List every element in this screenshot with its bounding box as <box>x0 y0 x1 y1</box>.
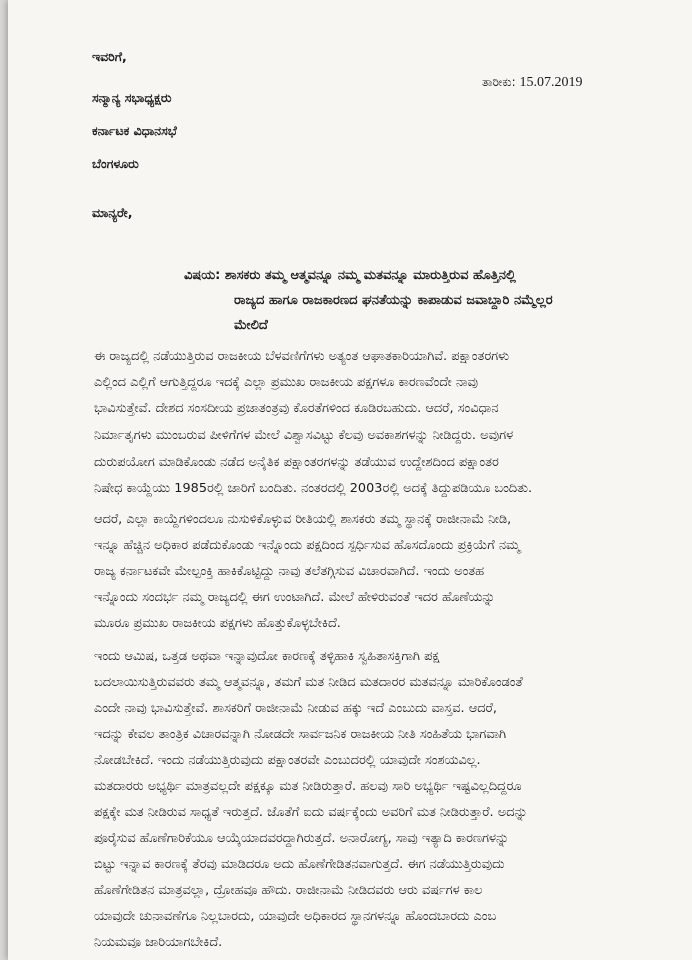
subject-label: ವಿಷಯ: <box>184 268 221 283</box>
salutation: ಮಾನ್ಯರೇ, <box>92 205 133 220</box>
paragraph-3-line: ನಿಯಮವೂ ಜಾರಿಯಾಗಬೇಕಿದೆ. <box>94 935 223 950</box>
paragraph-2-line: ಇನ್ನೊಂದು ಸಂದರ್ಭ ನಮ್ಮ ರಾಜ್ಯದಲ್ಲಿ ಈಗ ಉಂಟಾಗಿದೆ. ಮೇಲೆ ಹೇಳಿರುವಂತೆ ಇದರ ಹೊಣೆಯನ್ನು <box>94 590 496 605</box>
letter-page <box>8 0 692 960</box>
paragraph-3-line: ಇಂದು ಆಮಿಷ, ಒತ್ತಡ ಅಥವಾ ಇನ್ನಾವುದೋ ಕಾರಣಕ್ಕೆ ತಳ್ಳಿಹಾಕಿ ಸ್ವಹಿತಾಸಕ್ತಿಗಾಗಿ ಪಕ್ಷ <box>94 649 440 664</box>
paragraph-1-line: ಈ ರಾಜ್ಯದಲ್ಲಿ ನಡೆಯುತ್ತಿರುವ ರಾಜಕೀಯ ಬೆಳವಣಿಗೆಗಳು ಅತ್ಯಂತ ಆಘಾತಕಾರಿಯಾಗಿವೆ. ಪಕ್ಷಾಂತರಗಳು <box>94 349 510 364</box>
paragraph-2-line: ಇನ್ನೂ ಹೆಚ್ಚಿನ ಅಧಿಕಾರ ಪಡೆದುಕೊಂಡು ಇನ್ನೊಂದು ಪಕ್ಷದಿಂದ ಸ್ಪರ್ಧಿಸುವ ಹೊಸದೊಂದು ಪ್ರಕ್ರಿಯೆಗೆ ನಮ್ಮ <box>94 538 520 553</box>
paragraph-2-line: ಆದರೆ, ಎಲ್ಲಾ ಕಾಯ್ದೆಗಳಿಂದಲೂ ನುಸುಳಿಕೊಳ್ಳುವ ರೀತಿಯಲ್ಲಿ ಶಾಸಕರು ತಮ್ಮ ಸ್ಥಾನಕ್ಕೆ ರಾಜೀನಾಮೆ ನೀಡಿ, <box>94 512 512 527</box>
paragraph-3-line: ಎಂದೇ ನಾವು ಭಾವಿಸುತ್ತೇವೆ. ಶಾಸಕರಿಗೆ ರಾಜೀನಾಮೆ ನೀಡುವ ಹಕ್ಕು ಇದೆ ಎಂಬುದು ವಾಸ್ತವ. ಆದರೆ, <box>94 701 497 716</box>
paragraph-1-line: ದುರುಪಯೋಗ ಮಾಡಿಕೊಂಡು ನಡೆದ ಅನೈತಿಕ ಪಕ್ಷಾಂತರಗಳನ್ನು ತಡೆಯುವ ಉದ್ದೇಶದಿಂದ ಪಕ್ಷಾಂತರ <box>94 455 499 470</box>
paragraph-3-line: ಪಕ್ಷಕ್ಕೇ ಮತ ನೀಡಿರುವ ಸಾಧ್ಯತೆ ಇರುತ್ತದೆ. ಜೊತೆಗೆ ಐದು ವರ್ಷಕ್ಕೆಂದು ಅವರಿಗೆ ಮತ ನೀಡಿರುತ್ತಾರೆ. ಅದನ್ನು <box>94 805 528 820</box>
paragraph-3-line: ಬದಲಾಯಿಸುತ್ತಿರುವವರು ತಮ್ಮ ಆತ್ಮವನ್ನೂ, ತಮಗೆ ಮತ ನೀಡಿದ ಮತದಾರರ ಮತವನ್ನೂ ಮಾರಿಕೊಂಡಂತೆ <box>94 675 523 690</box>
paragraph-3-line: ಬಿಟ್ಟು ಇನ್ನಾವ ಕಾರಣಕ್ಕೆ ತೆರವು ಮಾಡಿದರೂ ಅದು ಹೊಣೆಗೇಡಿತನವಾಗುತ್ತದೆ. ಈಗ ನಡೆಯುತ್ತಿರುವುದು <box>94 857 505 872</box>
subject-text: ಮೇಲಿದೆ <box>234 318 268 333</box>
paragraph-2-line: ಮೂರೂ ಪ್ರಮುಖ ರಾಜಕೀಯ ಪಕ್ಷಗಳು ಹೊತ್ತುಕೊಳ್ಳಬೇಕಿದೆ. <box>94 616 341 631</box>
paragraph-1-line: ಎಲ್ಲಿಂದ ಎಲ್ಲಿಗೆ ಆಗುತ್ತಿದ್ದರೂ ಇದಕ್ಕೆ ಎಲ್ಲಾ ಪ್ರಮುಖ ರಾಜಕೀಯ ಪಕ್ಷಗಳೂ ಕಾರಣವೆಂದೇ ನಾವು <box>94 375 479 390</box>
paragraph-1-line: ನಿರ್ಮಾತೃಗಳು ಮುಂಬರುವ ಪೀಳಿಗೆಗಳ ಮೇಲೆ ವಿಶ್ವಾಸವಿಟ್ಟು ಕೆಲವು ಅವಕಾಶಗಳನ್ನು ನೀಡಿದ್ದರು. ಅವುಗಳ <box>94 428 514 443</box>
paragraph-3-line: ಯಾವುದೇ ಚುನಾವಣೆಗೂ ನಿಲ್ಲಬಾರದು, ಯಾವುದೇ ಅಧಿಕಾರದ ಸ್ಥಾನಗಳನ್ನೂ ಹೊಂದಬಾರದು ಎಂಬ <box>94 909 497 924</box>
recipient-title: ಸನ್ಮಾನ್ಯ ಸಭಾಧ್ಯಕ್ಷರು <box>92 90 172 105</box>
paragraph-1-line: ಭಾವಿಸುತ್ತೇವೆ. ದೇಶದ ಸಂಸದೀಯ ಪ್ರಜಾತಂತ್ರವು ಕೊರತೆಗಳಿಂದ ಕೂಡಿರಬಹುದು. ಆದರೆ, ಸಂವಿಧಾನ <box>94 401 499 416</box>
paragraph-1-line: ನಿಷೇಧ ಕಾಯ್ದೆಯು 1985ರಲ್ಲಿ ಜಾರಿಗೆ ಬಂದಿತು. ನಂತರದಲ್ಲಿ 2003ರಲ್ಲಿ ಅದಕ್ಕೆ ತಿದ್ದುಪಡಿಯೂ ಬಂದಿತು. <box>94 481 533 496</box>
recipient-city: ಬೆಂಗಳೂರು <box>92 156 139 171</box>
recipient-institution: ಕರ್ನಾಟಕ ವಿಧಾನಸಭೆ <box>92 123 177 138</box>
paragraph-3-line: ಇದನ್ನು ಕೇವಲ ತಾಂತ್ರಿಕ ವಿಚಾರವನ್ನಾಗಿ ನೋಡದೇ ಸಾರ್ವಜನಿಕ ರಾಜಕೀಯ ನೀತಿ ಸಂಹಿತೆಯ ಭಾಗವಾಗಿ <box>94 727 507 742</box>
date-value: 15.07.2019 <box>519 75 583 90</box>
date-label: ತಾರೀಕು: <box>482 75 516 89</box>
paragraph-3-line: ಪೂರೈಸುವ ಹೊಣೆಗಾರಿಕೆಯೂ ಆಯ್ಕೆಯಾದವರದ್ದಾಗಿರುತ್ತದೆ. ಅನಾರೋಗ್ಯ, ಸಾವು ಇತ್ಯಾದಿ ಕಾರಣಗಳನ್ನು <box>94 831 509 846</box>
paragraph-3-line: ಹೊಣೆಗೇಡಿತನ ಮಾತ್ರವಲ್ಲಾ, ದ್ರೋಹವೂ ಹೌದು. ರಾಜೀನಾಮೆ ನೀಡಿದವರು ಆರು ವರ್ಷಗಳ ಕಾಲ <box>94 883 483 898</box>
subject-text: ಶಾಸಕರು ತಮ್ಮ ಆತ್ಮವನ್ನೂ ನಮ್ಮ ಮತವನ್ನೂ ಮಾರುತ್ತಿರುವ ಹೊತ್ತಿನಲ್ಲಿ <box>224 268 516 283</box>
paragraph-3-line: ನೋಡಬೇಕಿದೆ. ಇಂದು ನಡೆಯುತ್ತಿರುವುದು ಪಕ್ಷಾಂತರವೇ ಎಂಬುದರಲ್ಲಿ ಯಾವುದೇ ಸಂಶಯವಿಲ್ಲ. <box>94 753 481 768</box>
addressee-label: ಇವರಿಗೆ, <box>92 49 127 64</box>
paragraph-2-line: ರಾಜ್ಯ ಕರ್ನಾಟಕವೇ ಮೇಲ್ಪಂಕ್ತಿ ಹಾಕಿಕೊಟ್ಟಿದ್ದು ನಾವು ತಲೆತಗ್ಗಿಸುವ ವಿಚಾರವಾಗಿದೆ. ಇಂದು ಅಂತಹ <box>94 564 485 579</box>
subject-line <box>184 268 516 284</box>
letter-date <box>482 74 582 91</box>
subject-text: ರಾಜ್ಯದ ಹಾಗೂ ರಾಜಕಾರಣದ ಘನತೆಯನ್ನು ಕಾಪಾಡುವ ಜವಾಬ್ದಾರಿ ನಮ್ಮೆಲ್ಲರ <box>234 293 553 308</box>
paragraph-3-line: ಮತದಾರರು ಅಭ್ಯರ್ಥಿ ಮಾತ್ರವಲ್ಲದೇ ಪಕ್ಷಕ್ಕೂ ಮತ ನೀಡಿರುತ್ತಾರೆ. ಹಲವು ಸಾರಿ ಅಭ್ಯರ್ಥಿ ಇಷ್ಟವಿಲ್ಲದಿದ್ದರೂ <box>94 779 522 794</box>
